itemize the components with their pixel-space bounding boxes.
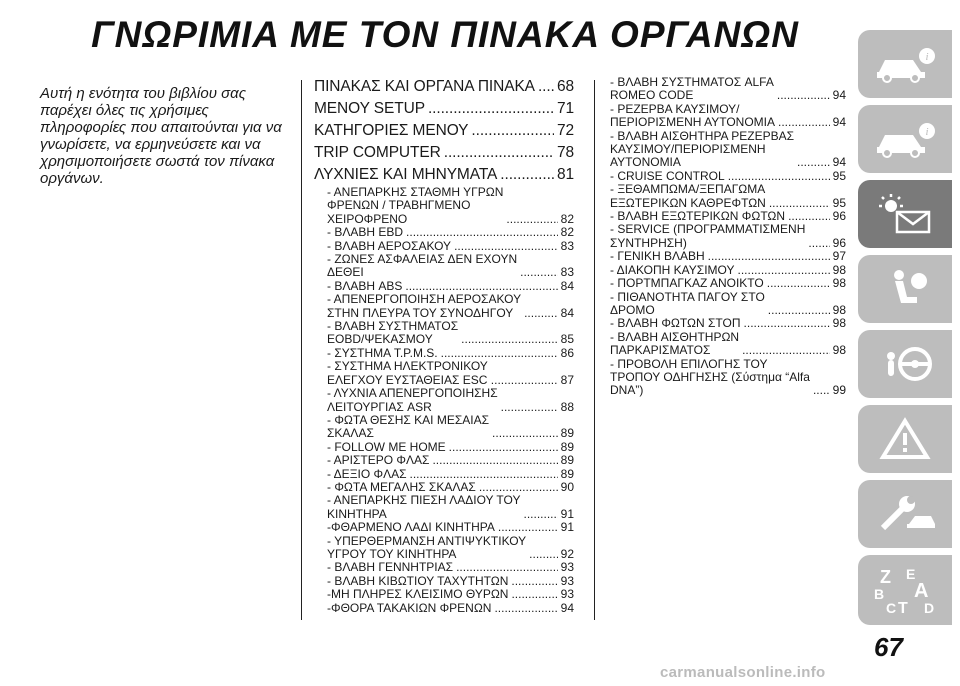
toc-entry-page: 89 — [560, 466, 574, 481]
sub-entries — [314, 186, 574, 615]
toc-entry[interactable] — [610, 291, 846, 318]
toc-entry-page: 89 — [560, 426, 574, 441]
leader-dots — [494, 602, 557, 615]
toc-entry-label: - SERVICE (ΠΡΟΓΡΑΜΜΑΤΙΣΜΕΝΗ ΣΥΝΤΗΡΗΣΗ) — [610, 222, 806, 250]
toc-entry-label: - ΑΝΕΠΑΡΚΗΣ ΣΤΑΘΜΗ ΥΓΡΩΝ ΦΡΕΝΩΝ / ΤΡΑΒΗΓΜΕΝΟ ΧΕΙΡΟΦΡΕΝΟ — [327, 185, 504, 226]
toc-entry-page: 82 — [560, 225, 574, 240]
toc-entry-label: - ΦΩΤΑ ΘΕΣΗΣ ΚΑΙ ΜΕΣΑΙΑΣ ΣΚΑΛΑΣ — [327, 412, 490, 441]
toc-entry-page: 72 — [556, 122, 574, 139]
toc-entry[interactable] — [610, 358, 846, 398]
page-title: ΓΝΩΡΙΜΙΑ ΜΕ ΤΟΝ ΠΙΝΑΚΑ ΟΡΓΑΝΩΝ — [91, 14, 799, 55]
toc-entry-label: ΛΥΧΝΙΕΣ ΚΑΙ ΜΗΝΥΜΑΤΑ — [314, 166, 498, 183]
car-info-icon — [873, 44, 937, 84]
svg-text:E: E — [906, 566, 916, 582]
toc-entry[interactable] — [327, 561, 574, 574]
toc-entry[interactable] — [327, 226, 574, 239]
toc-entry-page: 90 — [560, 479, 574, 494]
toc-entry-page: 95 — [832, 195, 846, 210]
warning-light-message-icon — [873, 192, 937, 236]
leader-dots — [471, 120, 554, 142]
toc-entry-label: - ΛΥΧΝΙΑ ΑΠΕΝΕΡΓΟΠΟΙΗΣΗΣ ΛΕΙΤΟΥΡΓΙΑΣ ASR — [327, 386, 498, 414]
intro-line: πληροφορίες που απαιτούνται για να — [40, 119, 282, 136]
toc-entry[interactable] — [610, 250, 846, 263]
intro-line: γνωρίσετε, να ερμηνεύσετε και να — [40, 136, 261, 153]
leader-dots — [511, 575, 557, 588]
toc-entry-label: - ΔΙΑΚΟΠΗ ΚΑΥΣΙΜΟΥ — [610, 262, 735, 277]
toc-entry-label: - ΓΕΝΙΚΗ ΒΛΑΒΗ — [610, 249, 705, 264]
toc-entry[interactable] — [314, 76, 574, 98]
toc-entry-page: 98 — [832, 316, 846, 331]
toc-entry[interactable] — [327, 535, 574, 562]
toc-entry-label: - ΞΕΘΑΜΠΩΜΑ/ΞΕΠΑΓΩΜΑ ΕΞΩΤΕΡΙΚΩΝ ΚΑΘΡΕΦΤΩΝ — [610, 182, 766, 210]
leader-dots — [778, 116, 830, 129]
toc-entry-label: - ΣΥΣΤΗΜΑ ΗΛΕΚΤΡΟΝΙΚΟΥ ΕΛΕΓΧΟΥ ΕΥΣΤΑΘΕΙΑΣ ESC — [327, 359, 488, 387]
leader-dots — [737, 264, 829, 277]
leader-dots — [456, 561, 558, 574]
toc-entry-label: - ΑΠΕΝΕΡΓΟΠΟΙΗΣΗ ΑΕΡΟΣΑΚΟΥ ΣΤΗΝ ΠΛΕΥΡΑ ΤΟΥ ΣΥΝΟΔΗΓΟΥ — [327, 292, 522, 320]
toc-entry-label: - ΣΥΣΤΗΜΑ T.P.M.S. — [327, 345, 438, 360]
leader-dots — [728, 170, 830, 183]
toc-entry[interactable] — [610, 170, 846, 183]
toc-entry[interactable] — [610, 317, 846, 330]
toc-entry[interactable] — [610, 331, 846, 358]
toc-entry-label: - CRUISE CONTROL — [610, 168, 725, 183]
toc-entry-label: ΠΙΝΑΚΑΣ ΚΑΙ ΟΡΓΑΝΑ ΠΙΝΑΚΑ — [314, 78, 535, 95]
toc-entry[interactable] — [327, 253, 574, 280]
svg-text:Z: Z — [880, 567, 891, 587]
leader-dots — [441, 347, 558, 360]
leader-dots — [432, 454, 557, 467]
toc-entry-page: 99 — [832, 383, 846, 398]
toc-entry[interactable] — [327, 320, 574, 347]
toc-entry-page: 96 — [832, 235, 846, 250]
toc-entry-page: 68 — [556, 78, 574, 95]
toc-column-3 — [610, 76, 846, 398]
side-tab[interactable] — [858, 405, 952, 473]
leader-dots — [406, 226, 558, 239]
toc-entry-page: 91 — [560, 520, 574, 535]
toc-entry-label: -ΦΘΑΡΜΕΝΟ ΛΑΔΙ ΚΙΝΗΤΗΡΑ — [327, 520, 495, 535]
svg-text:D: D — [924, 600, 935, 616]
leader-dots — [520, 266, 558, 279]
toc-entry-page: 83 — [560, 265, 574, 280]
leader-dots — [405, 280, 557, 293]
triangle-warning-icon — [873, 417, 937, 461]
column-divider — [594, 80, 595, 620]
toc-entry-page: 89 — [560, 453, 574, 468]
toc-entry-label: - ΑΝΕΠΑΡΚΗΣ ΠΙΕΣΗ ΛΑΔΙΟΥ ΤΟΥ ΚΙΝΗΤΗΡΑ — [327, 493, 521, 521]
toc-entry-label: - ΒΛΑΒΗ ΓΕΝΝΗΤΡΙΑΣ — [327, 560, 454, 575]
toc-entry[interactable] — [327, 602, 574, 615]
steering-wheel-icon — [873, 342, 937, 386]
toc-entry[interactable] — [610, 103, 846, 130]
leader-dots — [742, 344, 830, 357]
leader-dots — [767, 277, 830, 290]
leader-dots — [524, 307, 558, 320]
intro-line: Αυτή η ενότητα του βιβλίου σας — [40, 85, 247, 102]
toc-entry-label: - ΡΕΖΕΡΒΑ ΚΑΥΣΙΜΟΥ/ ΠΕΡΙΟΡΙΣΜΕΝΗ ΑΥΤΟΝΟΜΙΑ — [610, 101, 775, 130]
wrench-car-icon — [873, 492, 937, 536]
toc-entry-page: 93 — [560, 573, 574, 588]
leader-dots — [410, 468, 558, 481]
toc-entry-label: -ΜΗ ΠΛΗΡΕΣ ΚΛΕΙΣΙΜΟ ΘΥΡΩΝ — [327, 587, 509, 602]
toc-entry-label: - ΠΡΟΒΟΛΗ ΕΠΙΛΟΓΗΣ ΤΟΥ ΤΡΟΠΟΥ ΟΔΗΓΗΣΗΣ (Σύστημα “Alfa DNA”) — [610, 356, 810, 398]
toc-entry[interactable] — [327, 575, 574, 588]
leader-dots — [769, 197, 830, 210]
toc-entry-label: TRIP COMPUTER — [314, 144, 441, 161]
toc-entry-page: 92 — [560, 546, 574, 561]
side-tab[interactable] — [858, 555, 952, 625]
leader-dots — [708, 250, 830, 263]
leader-dots — [454, 240, 558, 253]
toc-entry[interactable] — [327, 468, 574, 481]
toc-entry[interactable] — [327, 441, 574, 454]
toc-entry-label: ΚΑΤΗΓΟΡΙΕΣ ΜΕΝΟΥ — [314, 122, 469, 139]
intro-line: χρησιμοποιήσετε σωστά τον πίνακα — [40, 153, 275, 170]
svg-text:T: T — [898, 600, 908, 617]
watermark: carmanualsonline.info — [660, 664, 826, 681]
toc-entry-page: 95 — [832, 168, 846, 183]
intro-line: παρέχει όλες τις χρήσιμες — [40, 102, 209, 119]
leader-dots — [444, 142, 554, 164]
toc-entry-page: 96 — [832, 209, 846, 224]
leader-dots — [808, 237, 829, 250]
toc-entry-label: - ΒΛΑΒΗ ΑΙΣΘΗΤΗΡΩΝ ΠΑΡΚΑΡΙΣΜΑΤΟΣ — [610, 329, 740, 358]
leader-dots — [461, 333, 557, 346]
toc-entry[interactable] — [314, 142, 574, 164]
leader-dots — [777, 89, 830, 102]
toc-entry[interactable] — [327, 347, 574, 360]
side-tab[interactable] — [858, 180, 952, 248]
toc-entry-label: - FOLLOW ME HOME — [327, 439, 446, 454]
airbag-seat-icon — [873, 267, 937, 311]
alphabetical-index-icon — [870, 563, 940, 617]
side-tab[interactable] — [858, 480, 952, 548]
leader-dots — [449, 441, 558, 454]
leader-dots — [538, 76, 554, 98]
toc-entry-page: 89 — [560, 439, 574, 454]
leader-dots — [500, 164, 554, 186]
leader-dots — [813, 384, 830, 397]
toc-entry-label: - ΒΛΑΒΗ ΦΩΤΩΝ ΣΤΟΠ — [610, 316, 741, 331]
toc-entry-label: - ΖΩΝΕΣ ΑΣΦΑΛΕΙΑΣ ΔΕΝ ΕΧΟΥΝ ΔΕΘΕΙ — [327, 252, 518, 280]
leader-dots — [523, 508, 557, 521]
toc-entry-page: 94 — [832, 88, 846, 103]
leader-dots — [501, 401, 558, 414]
toc-entry-page: 93 — [560, 587, 574, 602]
toc-entry[interactable] — [610, 183, 846, 210]
toc-entry-page: 84 — [560, 278, 574, 293]
toc-entry-page: 84 — [560, 305, 574, 320]
toc-entry[interactable] — [327, 494, 574, 521]
leader-dots — [529, 548, 557, 561]
main-entries — [314, 76, 574, 186]
svg-text:i: i — [925, 126, 929, 138]
leader-dots — [797, 156, 830, 169]
toc-entry-page: 81 — [556, 166, 574, 183]
toc-entry[interactable] — [327, 280, 574, 293]
toc-entry-label: - ΔΕΞΙΟ ΦΛΑΣ — [327, 466, 407, 481]
toc-entry-page: 83 — [560, 238, 574, 253]
toc-entry-label: - ΒΛΑΒΗ ΑΙΣΘΗΤΗΡΑ ΡΕΖΕΡΒΑΣ ΚΑΥΣΙΜΟΥ/ΠΕΡΙΟΡΙΣΜΕΝΗ ΑΥΤΟΝΟΜΙΑ — [610, 128, 795, 170]
leader-dots — [428, 98, 554, 120]
toc-entry[interactable] — [327, 240, 574, 253]
leader-dots — [491, 374, 558, 387]
svg-text:C: C — [886, 600, 897, 616]
leader-dots — [506, 213, 557, 226]
toc-entry-page: 98 — [832, 343, 846, 358]
sub-entries — [610, 76, 846, 398]
side-tab[interactable] — [858, 105, 952, 173]
toc-entry-page: 87 — [560, 372, 574, 387]
side-tab[interactable] — [858, 30, 952, 98]
leader-dots — [768, 304, 830, 317]
toc-entry[interactable] — [327, 414, 574, 441]
toc-entry[interactable] — [610, 277, 846, 290]
intro-line: οργάνων. — [40, 170, 104, 187]
toc-entry-label: - ΠΙΘΑΝΟΤΗΤΑ ΠΑΓΟΥ ΣΤΟ ΔΡΟΜΟ — [610, 289, 765, 317]
toc-entry-page: 97 — [832, 249, 846, 264]
toc-entry-label: ΜΕΝΟΥ SETUP — [314, 100, 425, 117]
toc-entry[interactable] — [610, 223, 846, 250]
toc-entry-label: - ΠΟΡΤΜΠΑΓΚΑΖ ΑΝΟΙΚΤΟ — [610, 276, 764, 291]
toc-entry-page: 85 — [560, 332, 574, 347]
leader-dots — [788, 210, 830, 223]
toc-entry-page: 98 — [832, 302, 846, 317]
toc-entry-label: - ΒΛΑΒΗ ΣΥΣΤΗΜΑΤΟΣ EOBD/ΨΕΚΑΣΜΟΥ — [327, 319, 459, 347]
toc-entry-label: - ΑΡΙΣΤΕΡΟ ΦΛΑΣ — [327, 453, 430, 468]
toc-entry-page: 98 — [832, 276, 846, 291]
column-divider — [301, 80, 302, 620]
toc-entry-label: - ΒΛΑΒΗ ΑΕΡΟΣΑΚΟΥ — [327, 238, 452, 253]
toc-entry-page: 82 — [560, 211, 574, 226]
toc-entry[interactable] — [314, 164, 574, 186]
toc-entry-page: 91 — [560, 506, 574, 521]
toc-entry-page: 86 — [560, 345, 574, 360]
toc-entry-page: 78 — [556, 144, 574, 161]
intro-text — [40, 85, 290, 187]
svg-text:A: A — [914, 580, 929, 602]
toc-entry-label: - ΒΛΑΒΗ ΣΥΣΤΗΜΑΤΟΣ ALFA ROMEO CODE — [610, 75, 774, 103]
toc-column-2 — [314, 76, 574, 615]
toc-entry-label: - ΒΛΑΒΗ ΕΞΩΤΕΡΙΚΩΝ ΦΩΤΩΝ — [610, 209, 786, 224]
toc-entry-page: 94 — [832, 155, 846, 170]
car-key-info-icon — [873, 119, 937, 159]
toc-entry-page: 93 — [560, 560, 574, 575]
toc-entry[interactable] — [610, 264, 846, 277]
toc-entry-label: - ΒΛΑΒΗ ABS — [327, 278, 403, 293]
toc-entry[interactable] — [327, 481, 574, 494]
toc-entry-label: - ΥΠΕΡΘΕΡΜΑΝΣΗ ΑΝΤΙΨΥΚΤΙΚΟΥ ΥΓΡΟΥ ΤΟΥ ΚΙΝΗΤΗΡΑ — [327, 533, 527, 561]
toc-entry[interactable] — [327, 360, 574, 387]
svg-text:B: B — [874, 586, 885, 602]
toc-entry[interactable] — [610, 210, 846, 223]
leader-dots — [498, 521, 558, 534]
toc-entry-label: - ΒΛΑΒΗ ΚΙΒΩΤΙΟΥ ΤΑΧΥΤΗΤΩΝ — [327, 573, 509, 588]
toc-entry[interactable] — [314, 120, 574, 142]
leader-dots — [492, 427, 558, 440]
leader-dots — [511, 588, 557, 601]
leader-dots — [479, 481, 558, 494]
svg-text:i: i — [925, 51, 929, 63]
side-tab[interactable] — [858, 330, 952, 398]
toc-entry-page: 94 — [832, 115, 846, 130]
leader-dots — [744, 317, 830, 330]
toc-entry[interactable] — [327, 588, 574, 601]
toc-entry[interactable] — [610, 130, 846, 170]
side-tab[interactable] — [858, 255, 952, 323]
toc-entry-label: - ΦΩΤΑ ΜΕΓΑΛΗΣ ΣΚΑΛΑΣ — [327, 479, 476, 494]
toc-entry[interactable] — [327, 454, 574, 467]
toc-entry[interactable] — [610, 76, 846, 103]
toc-entry[interactable] — [327, 186, 574, 226]
toc-entry-label: -ΦΘΟΡΑ ΤΑΚΑΚΙΩΝ ΦΡΕΝΩΝ — [327, 600, 492, 615]
toc-entry[interactable] — [327, 521, 574, 534]
page-number: 67 — [874, 632, 903, 662]
toc-entry[interactable] — [327, 387, 574, 414]
toc-entry-page: 98 — [832, 262, 846, 277]
toc-entry-page: 94 — [560, 600, 574, 615]
toc-entry[interactable] — [314, 98, 574, 120]
toc-entry[interactable] — [327, 293, 574, 320]
toc-entry-page: 88 — [560, 399, 574, 414]
toc-entry-page: 71 — [556, 100, 574, 117]
toc-entry-label: - ΒΛΑΒΗ EBD — [327, 225, 404, 240]
